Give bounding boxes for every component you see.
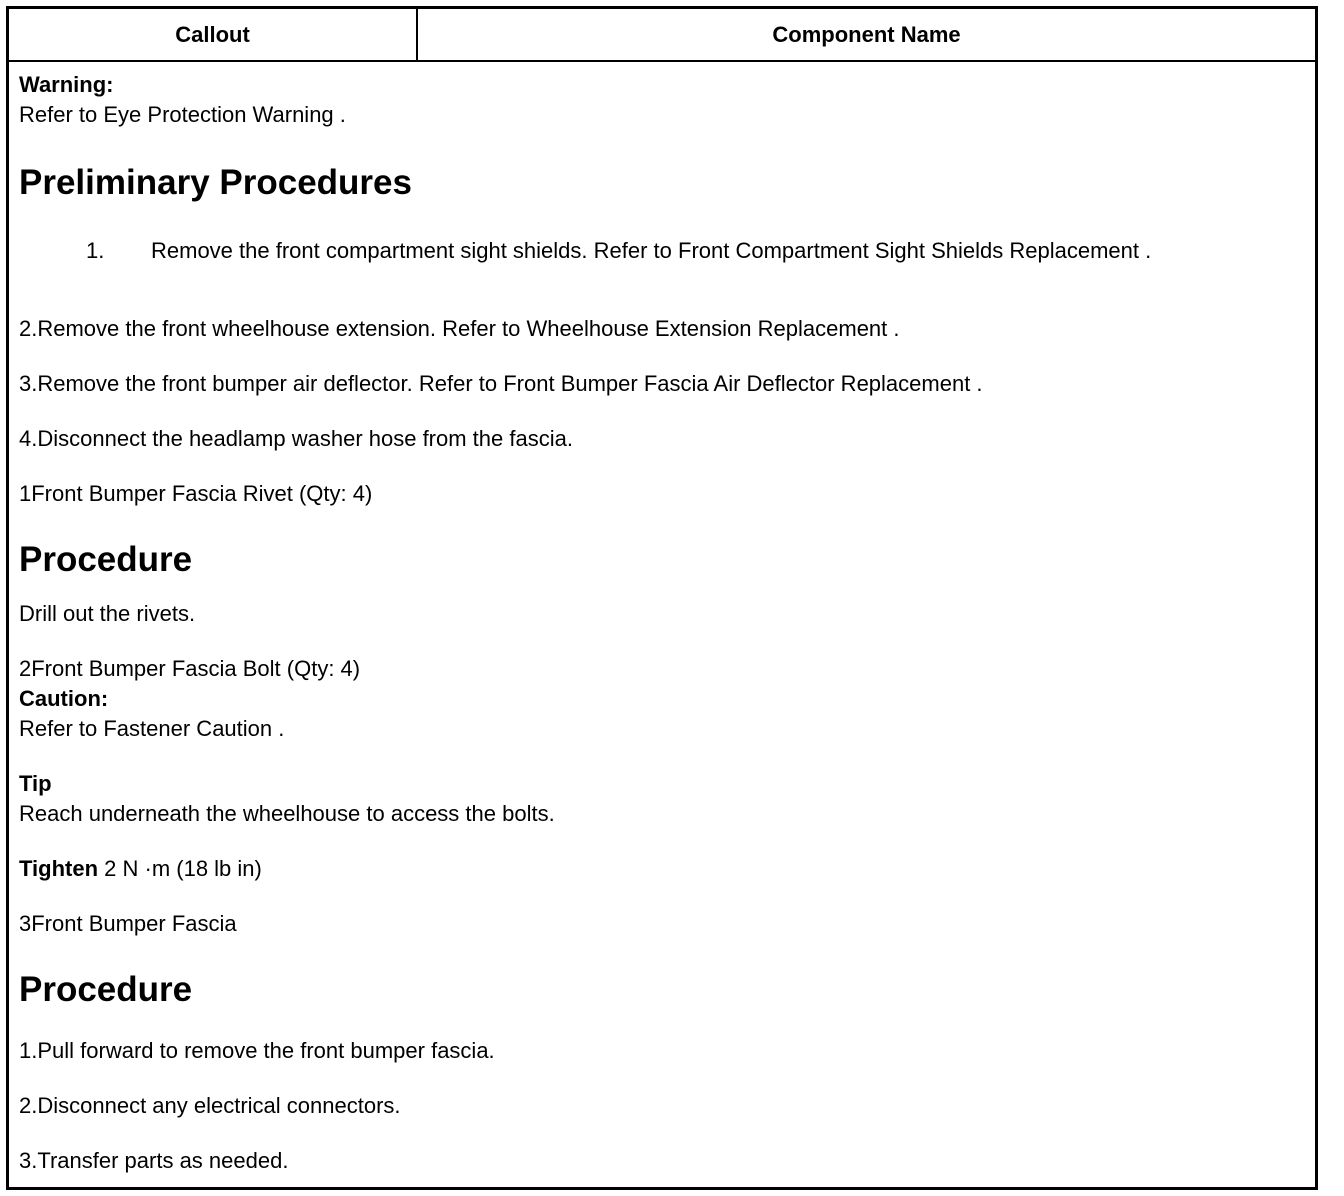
item3-step3: 3.Transfer parts as needed. (19, 1148, 289, 1173)
preliminary-heading: Preliminary Procedures (19, 163, 412, 202)
tighten-spec (19, 856, 262, 882)
item1-procedure-heading: Procedure (19, 540, 193, 579)
item1-title: 1Front Bumper Fascia Rivet (Qty: 4) (19, 481, 373, 506)
header-component-name: Component Name (772, 21, 961, 47)
prelim-step2: 2.Remove the front wheelhouse extension. Refer to Wheelhouse Extension Replacement . (19, 316, 900, 341)
caution-label: Caution: (19, 686, 109, 711)
item3-procedure-heading: Procedure (19, 970, 193, 1009)
prelim-step4: 4.Disconnect the headlamp washer hose from the fascia. (19, 426, 573, 451)
item3-step1: 1.Pull forward to remove the front bumper fascia. (19, 1038, 495, 1063)
item3-step2: 2.Disconnect any electrical connectors. (19, 1093, 401, 1118)
item2-title: 2Front Bumper Fascia Bolt (Qty: 4) (19, 656, 361, 681)
prelim-step1-number: 1. (86, 238, 105, 263)
prelim-step3: 3.Remove the front bumper air deflector. Refer to Front Bumper Fascia Air Deflector Replacement . (19, 371, 983, 396)
table-header-row (9, 9, 1315, 62)
procedure-table (6, 6, 1318, 1190)
tighten-value: 2 N ·m (18 lb in) (98, 856, 262, 881)
header-callout: Callout (9, 9, 418, 60)
warning-label: Warning: (19, 72, 114, 97)
caution-text: Refer to Fastener Caution . (19, 716, 285, 741)
tip-label: Tip (19, 771, 52, 796)
prelim-step1-text: Remove the front compartment sight shields. Refer to Front Compartment Sight Shields Replacement . (151, 238, 1152, 263)
tighten-label: Tighten (19, 856, 99, 881)
item1-text: Drill out the rivets. (19, 601, 196, 626)
tip-text: Reach underneath the wheelhouse to access the bolts. (19, 801, 555, 826)
warning-text: Refer to Eye Protection Warning . (19, 102, 346, 127)
item3-title: 3Front Bumper Fascia (19, 911, 237, 936)
